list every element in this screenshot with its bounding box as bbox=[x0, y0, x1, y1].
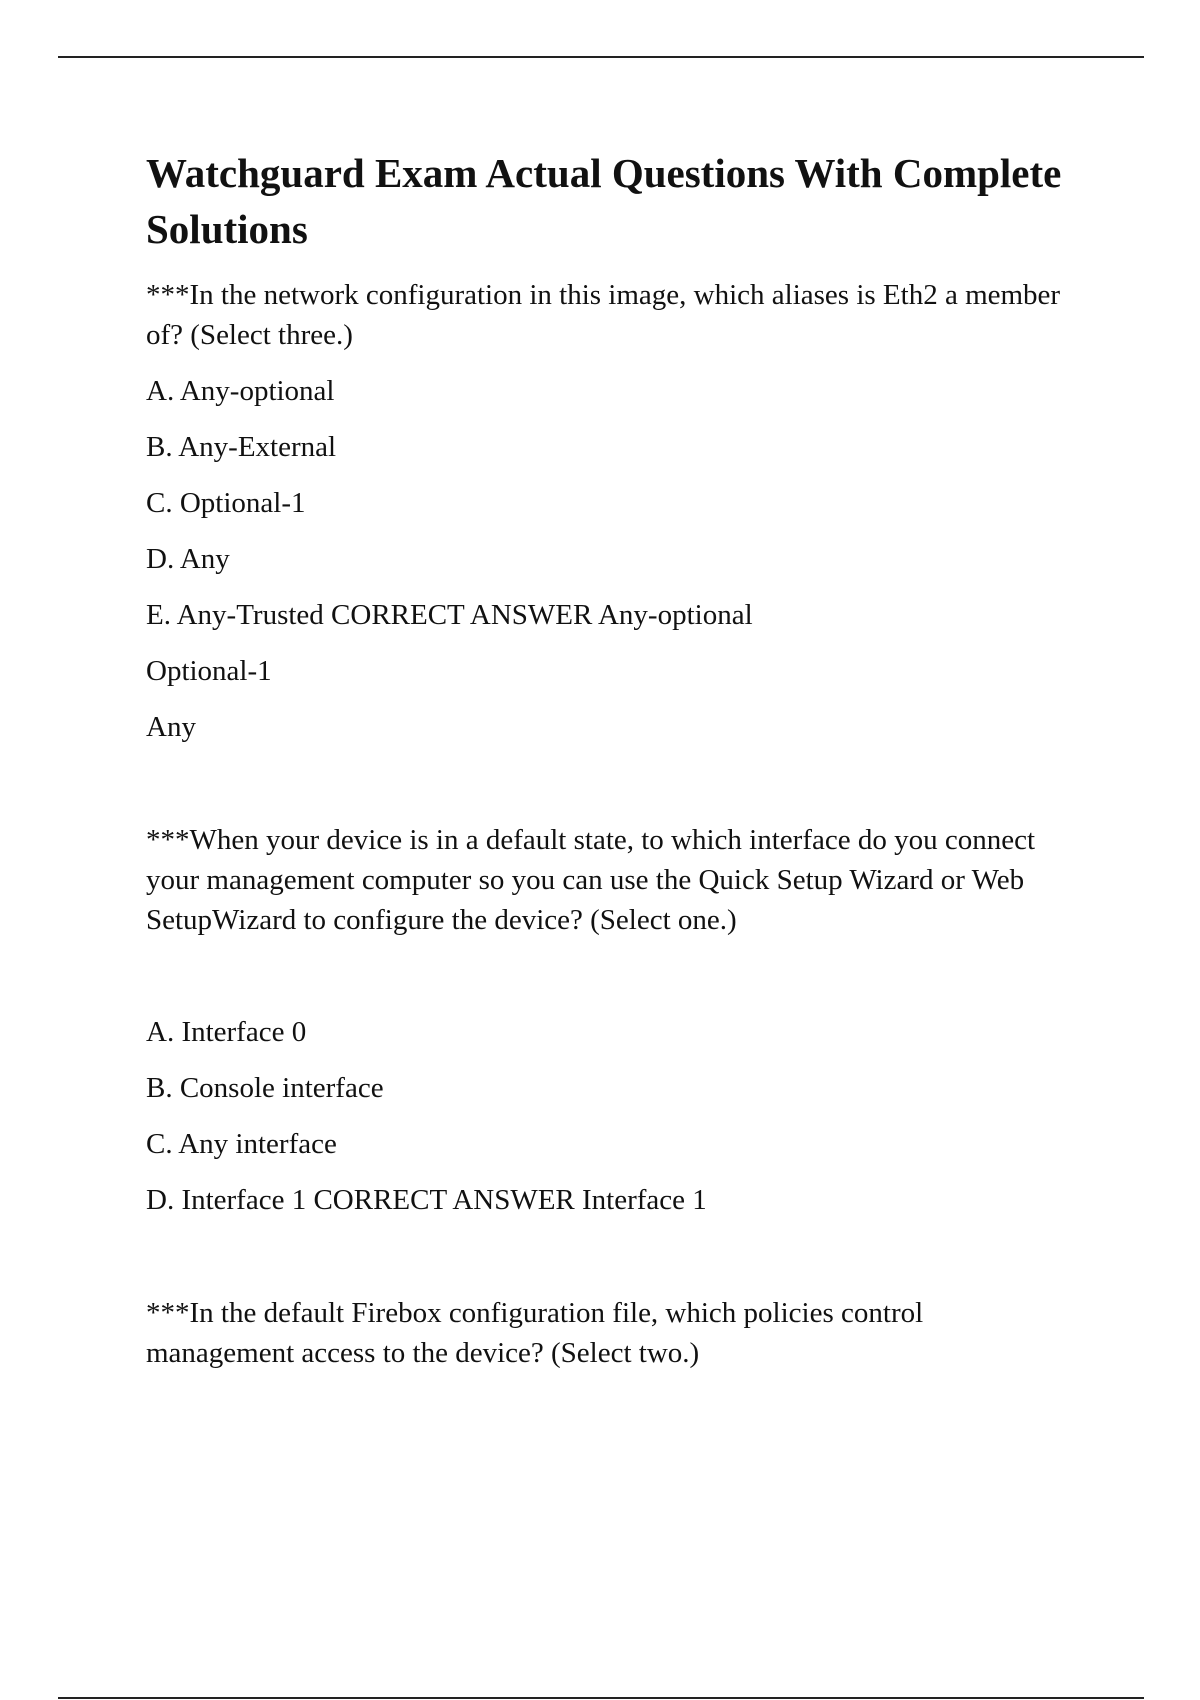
question-prompt: ***When your device is in a default state, to which interface do you connect your management computer so you can use the Quick Setup Wizard or Web SetupWizard to configure the device? (Select one.) bbox=[146, 824, 1036, 936]
correct-answer-continuation: Optional-1 bbox=[146, 655, 272, 687]
question-prompt: ***In the default Firebox configuration file, which policies control management access to the device? (Select two.) bbox=[146, 1297, 924, 1369]
answer-option: D. Any bbox=[146, 543, 230, 575]
answer-option-with-correct-answer: E. Any-Trusted CORRECT ANSWER Any-optional bbox=[146, 599, 753, 631]
answer-option: B. Any-External bbox=[146, 431, 337, 463]
spacer bbox=[146, 956, 1076, 1012]
question-block bbox=[146, 1293, 1076, 1373]
header-rule bbox=[58, 56, 1144, 58]
answer-option: A. Any-optional bbox=[146, 375, 335, 407]
correct-answer-continuation: Any bbox=[146, 711, 196, 743]
question-prompt: ***In the network configuration in this image, which aliases is Eth2 a member of? (Select three.) bbox=[146, 279, 1061, 351]
answer-option-with-correct-answer: D. Interface 1 CORRECT ANSWER Interface 1 bbox=[146, 1184, 707, 1216]
question-block bbox=[146, 820, 1076, 1220]
answer-option: B. Console interface bbox=[146, 1072, 384, 1104]
document-body bbox=[146, 145, 1076, 1389]
answer-option: A. Interface 0 bbox=[146, 1016, 307, 1048]
document-title: Watchguard Exam Actual Questions With Complete Solutions bbox=[146, 150, 1062, 252]
footer-rule bbox=[58, 1697, 1144, 1699]
spacer bbox=[146, 763, 1076, 820]
answer-option: C. Optional-1 bbox=[146, 487, 306, 519]
question-block bbox=[146, 275, 1076, 747]
spacer bbox=[146, 1236, 1076, 1293]
answer-option: C. Any interface bbox=[146, 1128, 337, 1160]
